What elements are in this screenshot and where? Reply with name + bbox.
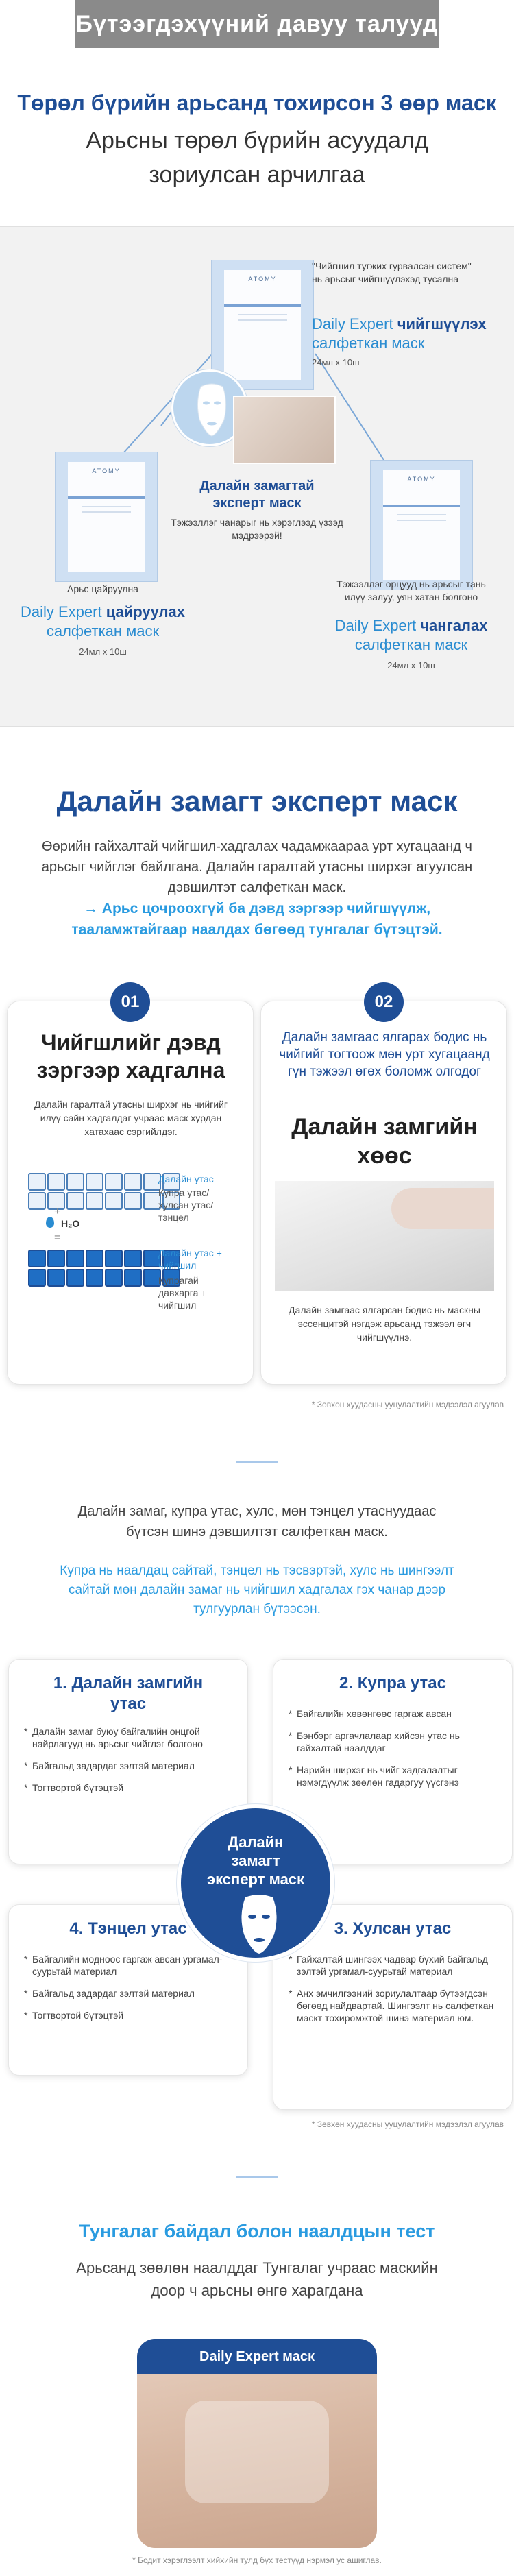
- list-item: * Гайхалтай шингээх чадвар бүхий байгальд зэлтэй ургамал-суурьтай материал: [289, 1953, 500, 1978]
- firming-mask-pack: [370, 460, 473, 590]
- pack-text-line: [82, 506, 131, 507]
- seaweed-fiber-label: Далайн утас: [158, 1174, 214, 1184]
- number-badge: 01: [110, 982, 150, 1022]
- card-title: [8, 1029, 254, 1084]
- desc-line: доор ч арьсны өнгө харагдана: [151, 2282, 363, 2299]
- moisturizing-desc: "Чийгшил тугжих гурвалсан систем" нь арьсыг чийгшүүлэхэд тусална: [312, 260, 472, 284]
- ingredient-list: [289, 1953, 500, 2034]
- ingredient-list: [289, 1708, 500, 1798]
- pack-text-line: [397, 520, 446, 521]
- seaweed-mask-intro: Өөрийн гайхалтай чийгшил-хадгалах чадамжаараа урт хугацаанд ч арьсыг чийглэг байлгана. Далайн гаралтай утасны ширхэг агуулсан дэвшилтэт салфеткан маск.: [41, 839, 473, 895]
- firming-qty: 24мл x 10ш: [387, 660, 435, 670]
- fiber-row-filled: [28, 1269, 180, 1287]
- h2o-label: H₂O: [61, 1218, 80, 1229]
- feature-card-moisture: [7, 993, 254, 1385]
- fiber-layer-diagram: [21, 1173, 241, 1337]
- number-badge: 02: [364, 982, 404, 1022]
- ingredient-list: [24, 1725, 235, 1803]
- feature-card-foam: [260, 993, 507, 1385]
- card-caption: Далайн замгаас ялгарсан бодис нь маскны эссенцитэй нэгдэж арьсанд тэжээл өгч чийгшүүлнэ.: [289, 1304, 480, 1343]
- list-item: * Байгалийн модноос гаргаж авсан ургамал-суурьтай материал: [24, 1953, 235, 1978]
- section-banner: Бүтээгдэхүүний давуу талууд: [75, 0, 439, 48]
- card-title: [261, 1113, 508, 1170]
- list-item: * Тогтвортой бүтэцтэй: [24, 1782, 235, 1794]
- list-item: * Байгалийн хөвөнгөөс гаргаж авсан: [289, 1708, 500, 1720]
- title-line: зэргээр хадгална: [36, 1058, 225, 1082]
- seaweed-mask-title: Далайн замагт эксперт маск: [56, 785, 458, 817]
- moisturizing-mask-pack: [211, 260, 314, 390]
- list-item: * Тогтвортой бүтэцтэй: [24, 2009, 235, 2021]
- title-line: 1. Далайн замгийн: [53, 1674, 204, 1692]
- title-line: эксперт маск: [212, 496, 302, 511]
- water-drop-icon: [46, 1217, 54, 1228]
- card-desc: Далайн замгаас ялгарах бодис нь чийгийг тогтоож мөн урт хугацаанд гүн тэжээл өгөх боломж олгодог: [279, 1030, 490, 1079]
- moisturizing-qty: 24мл x 10ш: [312, 357, 360, 367]
- face-mask-icon: [232, 1893, 286, 1955]
- title-line: Далайн замгийн: [291, 1114, 478, 1140]
- list-item: * Байгальд задардаг зэлтэй материал: [24, 1987, 235, 2000]
- section-title: Төрөл бүрийн арьсанд тохирсон 3 өөр маск: [17, 90, 497, 115]
- firming-desc: Тэжээллэг орцууд нь арьсыг тань илүү залуу, уян хатан болгоно: [336, 579, 486, 603]
- pack-stripe: [224, 304, 301, 307]
- list-item: * Нарийн ширхэг нь чийг хадгалалтыг нэмэгдүүлж зөөлөн гадаргуу үүсгэнэ: [289, 1764, 500, 1788]
- ingredient-list: [24, 1953, 235, 2031]
- ingredient-title: 2. Купра утас: [339, 1674, 446, 1692]
- pack-text-line: [238, 314, 287, 315]
- products-panel: [0, 226, 514, 727]
- whitening-qty: 24мл x 10ш: [79, 646, 127, 657]
- skin-test-photo: [137, 2339, 377, 2548]
- section-subtitle: [0, 123, 514, 192]
- fiber-row-light: [28, 1173, 180, 1191]
- name-prefix: Daily Expert: [312, 315, 393, 332]
- foam-photo: [275, 1181, 494, 1291]
- footnote: * Зөвхөн хуудасны ууцулалтийн мэдээлэл агуулав: [311, 1400, 504, 1409]
- fiber-intro: Далайн замаг, купра утас, хулс, мөн тэнцел утаснуудаас бүтсэн шинэ дэвшилтэт салфеткан маск.: [77, 1504, 437, 1540]
- pack-text-line: [238, 319, 287, 321]
- photo-header: Daily Expert маск: [137, 2339, 377, 2374]
- pack-text-line: [397, 514, 446, 515]
- firming-name: [315, 616, 507, 655]
- badge-line: эксперт маск: [206, 1871, 305, 1888]
- list-item: * Анх эмчилгээний зориулалтаар бүтээгдсэн бөгөөд найдвартай. Шингээлт нь салфеткан маскт тохиромжтой шинэ материал юм.: [289, 1987, 500, 2024]
- brand-logo: ATOMY: [92, 467, 121, 474]
- test-desc: [41, 2257, 473, 2302]
- whitening-name: [14, 603, 192, 641]
- footnote: * Зөвхөн хуудасны ууцулалтийн мэдээлэл агуулав: [311, 2119, 504, 2129]
- cupra-moisture-label: Купрагай давхарга + чийгшил: [158, 1275, 207, 1311]
- title-line: Чийгшлийг дэвд: [41, 1030, 221, 1055]
- divider: [236, 1461, 278, 1463]
- pack-text-line: [82, 511, 131, 513]
- seaweed-mask-accent: → Арьс цочроохгүй ба дэвд зэргээр чийгшүүлж, тааламжтайгаар наалдах бөгөөд тунгалаг бүтэцтэй.: [71, 901, 443, 938]
- ingredient-title: 4. Тэнцел утас: [69, 1919, 187, 1938]
- moisturizing-name: [312, 315, 490, 353]
- hand-shape: [391, 1188, 494, 1229]
- whitening-mask-pack: [55, 452, 158, 582]
- desc-line: Арьсанд зөөлөн наалддаг Тунгалаг учраас маскийн: [76, 2259, 438, 2276]
- name-bold: цайруулах: [106, 603, 186, 620]
- name-prefix: Daily Expert: [20, 603, 102, 620]
- title-line: Далайн замагтай: [199, 478, 315, 494]
- pack-stripe: [68, 496, 145, 499]
- seaweed-expert-badge: [177, 1804, 334, 1962]
- list-item: * Бэнбэрг аргачлалаар хийсэн утас нь гайхалтай наалддаг: [289, 1729, 500, 1754]
- ingredient-title: 3. Хулсан утас: [334, 1919, 452, 1938]
- subtitle-line: Арьсны төрөл бүрийн асуудалд: [86, 127, 428, 154]
- brand-logo: ATOMY: [248, 276, 277, 282]
- equals-sign: =: [54, 1232, 61, 1243]
- skin-texture-photo: [233, 396, 336, 464]
- cupra-fiber-label: Купра утас/ хулсан утас/ тэнцел: [158, 1187, 214, 1223]
- test-title: Тунгалаг байдал болон наалдцын тест: [79, 2221, 435, 2241]
- mask-patch: [185, 2401, 329, 2503]
- center-product-title: [164, 478, 350, 512]
- badge-line: Далайн: [228, 1834, 284, 1851]
- card-desc: Далайн гаралтай утасны ширхэг нь чийгийг илүү сайн хадгалдаг учраас маск хурдан хатахаас сэргийлдэг.: [34, 1099, 228, 1137]
- badge-line: замагт: [231, 1852, 280, 1869]
- name-line2: салфеткан маск: [312, 335, 425, 352]
- subtitle-line: зориулсан арчилгаа: [149, 162, 365, 188]
- name-bold: чийгшүүлэх: [397, 315, 487, 332]
- footnote: * Бодит хэрэглээлт хийхийн тулд бүх тестүүд нэрмэл ус ашиглав.: [132, 2555, 382, 2565]
- ingredient-title: [9, 1673, 247, 1714]
- list-item: * Байгальд задардаг зэлтэй материал: [24, 1760, 235, 1772]
- divider: [236, 2176, 278, 2178]
- plus-sign: +: [54, 1206, 61, 1217]
- badge-text: [181, 1833, 330, 1888]
- name-line2: салфеткан маск: [354, 636, 468, 653]
- fiber-row-filled: [28, 1250, 180, 1267]
- pack-stripe: [383, 505, 460, 507]
- whitening-desc: Арьс цайруулна: [67, 583, 138, 594]
- name-bold: чангалах: [420, 617, 488, 634]
- list-item: * Далайн замаг буюу байгалийн онцгой найрлагууд нь арьсыг чийглэг болгоно: [24, 1725, 235, 1750]
- name-prefix: Daily Expert: [334, 617, 417, 634]
- seaweed-moisture-label: Далайн утас + чийгшил: [158, 1248, 222, 1271]
- title-line: хөөс: [357, 1143, 412, 1169]
- fiber-accent: Купра нь наалдац сайтай, тэнцел нь тэсвэртэй, хулс нь шингээлт сайтай мөн далайн замаг нь чийгшил хадгалах гэх чанар дээр тулгуурлан бүтээсэн.: [60, 1564, 454, 1616]
- name-line2: салфеткан маск: [46, 622, 160, 640]
- fiber-row-light: [28, 1192, 180, 1210]
- center-product-desc: Тэжээллэг чанарыг нь хэрэглээд үзээд мэдрээрэй!: [171, 517, 343, 541]
- title-line: утас: [110, 1694, 147, 1713]
- brand-logo: ATOMY: [407, 476, 436, 483]
